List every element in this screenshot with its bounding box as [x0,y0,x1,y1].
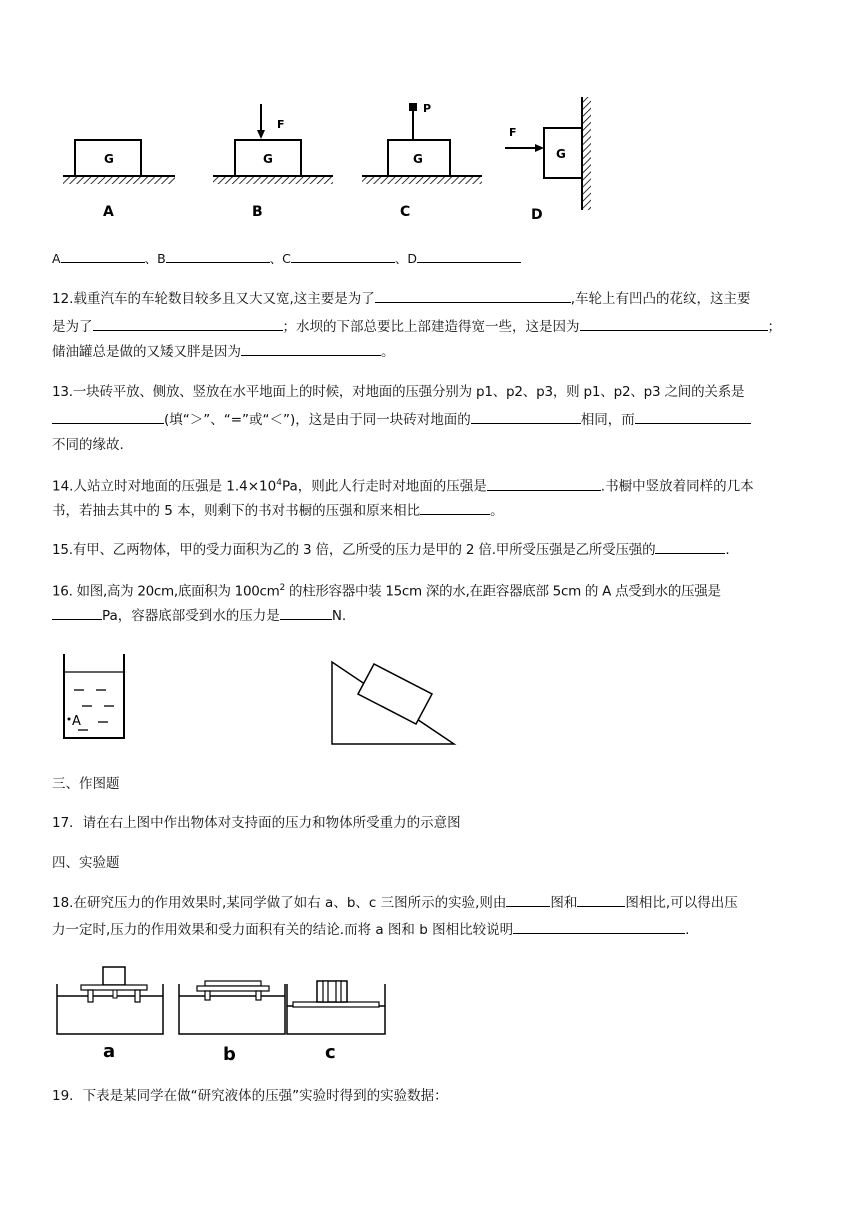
q13-blank-3[interactable] [635,408,751,424]
q12-text-2: ,车轮上有凹凸的花纹，这主要 [570,291,751,307]
diagram-c [362,102,482,220]
q11-label-a: A [52,251,61,266]
experiment-label-a: a [103,1041,116,1062]
diagram-label-b: B [252,204,263,220]
block-label-a: G [104,152,114,166]
q16-text-3: Pa，容器底部受到水的压力是 [102,608,280,624]
q18-text-5: . [685,922,690,938]
diagram-label-d: D [531,207,543,223]
q18-text-4: 力一定时,压力的作用效果和受力面积有关的结论.而将 a 图和 b 图相比较说明 [52,922,514,938]
q12-text-4: ；水坝的下部总要比上部建造得宽一些，这是因为 [282,319,580,335]
q16-text-1: 16. 如图,高为 20cm,底面积为 100cm [52,583,280,600]
q11-blank-c[interactable] [291,247,395,263]
q11-blank-b[interactable] [166,247,270,263]
q14-text-5: 。 [490,503,504,519]
q12-line-1 [52,287,812,310]
force-label-p: P [423,102,432,115]
q11-blank-a[interactable] [61,247,145,263]
q13-text-3: 相同，而 [580,412,635,428]
section-3-heading: 三、作图题 [52,776,120,792]
q18-text-1: 18.在研究压力的作用效果时,某同学做了如右 a、b、c 三图所示的实验,则由 [52,895,507,911]
q13-line-2 [52,408,812,431]
q17-text: 17．请在右上图中作出物体对支持面的压力和物体所受重力的示意图 [52,815,461,831]
q15-text-2: . [725,542,730,558]
diagram-label-a: A [103,204,114,220]
q16-blank-1[interactable] [52,604,102,620]
q16-text-4: N. [331,608,347,624]
block-label-b: G [263,152,273,166]
q12-text-7: 。 [381,344,395,360]
experiment-c [287,981,385,1063]
block-label-d: G [556,147,566,161]
q18-text-3: 图相比,可以得出压 [625,895,738,911]
q14-blank-1[interactable] [487,475,601,491]
q12-blank-2[interactable] [93,315,283,331]
q12-blank-4[interactable] [241,340,381,356]
experiment-label-b: b [223,1044,236,1064]
q14-exponent: 4 [276,478,282,488]
section-4-heading: 四、实验题 [52,855,120,871]
force-diagrams-figure [55,92,615,227]
q13-text-1: 13.一块砖平放、侧放、竖放在水平地面上的时候，对地面的压强分别为 p1、p2、p3，则 p1、p2、p3 之间的关系是 [52,384,745,400]
point-a-marker [68,718,71,721]
q12-text-6: 储油罐总是做的又矮又胖是因为 [52,344,241,360]
q11-blank-d[interactable] [417,247,521,263]
q12-text-5: ； [767,319,781,335]
q18-text-2: 图和 [550,895,578,911]
q16-line-2 [52,604,812,627]
q12-text-1: 12.载重汽车的车轮数目较多且又大又宽,这主要是为了 [52,291,375,307]
q12-line-3 [52,340,812,363]
q11-label-c: 、C [269,251,291,266]
q12-blank-1[interactable] [375,287,571,303]
q14-blank-2[interactable] [420,499,490,515]
q18-blank-2[interactable] [577,891,625,907]
q15-text-1: 15.有甲、乙两物体，甲的受力面积为乙的 3 倍，乙所受的压力是甲的 2 倍.甲所受压强是乙所受压强的 [52,542,656,558]
q14-text-2: Pa，则此人行走时对地面的压强是 [281,478,487,495]
q16-blank-2[interactable] [280,604,332,620]
q19-text: 19．下表是某同学在做“研究液体的压强”实验时得到的实验数据： [52,1088,448,1104]
q13-blank-2[interactable] [471,408,581,424]
q11-answer-line [52,247,812,270]
q14-line-1 [52,472,812,498]
diagram-a [63,140,175,220]
experiment-a [57,967,163,1062]
pressure-experiment-figure [55,964,395,1064]
q15-blank[interactable] [655,538,725,554]
diagram-d [505,97,591,223]
q18-line-2 [52,918,812,941]
block-label-c: G [413,152,423,166]
point-a-label: A [72,714,81,729]
experiment-label-c: c [325,1042,336,1063]
q13-line-3 [52,434,812,456]
q16-text-2: 的柱形容器中装 15cm 深的水,在距容器底部 5cm 的 A 点受到水的压强是 [284,583,721,600]
q13-text-2: (填“＞”、“=”或“＜”)，这是由于同一块砖对地面的 [164,412,471,428]
diagram-b [213,104,333,220]
q11-label-d: 、D [394,251,418,266]
q11-label-b: 、B [144,251,166,266]
q18-line-1 [52,891,812,914]
q12-line-2 [52,315,812,338]
experiment-b [179,981,285,1064]
q14-text-4: 书，若抽去其中的 5 本，则剩下的书对书橱的压强和原来相比 [52,503,421,519]
q16-exponent: 2 [279,583,285,593]
q18-blank-1[interactable] [506,891,550,907]
q12-blank-3[interactable] [580,315,768,331]
q15-line [52,538,812,561]
q13-blank-1[interactable] [52,408,164,424]
q12-text-3: 是为了 [52,319,93,335]
q13-text-4: 不同的缘故. [52,437,124,453]
q13-line-1 [52,381,812,403]
q14-text-1: 14.人站立时对地面的压强是 1.4×10 [52,478,277,495]
q16-line-1 [52,577,812,603]
q14-text-3: .书橱中竖放着同样的几本 [600,478,754,495]
force-label-f-d: F [509,126,517,139]
incline-figure [328,656,460,748]
q18-blank-3[interactable] [513,918,685,934]
q14-line-2 [52,499,812,522]
diagram-label-c: C [400,204,411,220]
force-label-f: F [277,118,285,131]
water-container-figure [60,650,130,745]
